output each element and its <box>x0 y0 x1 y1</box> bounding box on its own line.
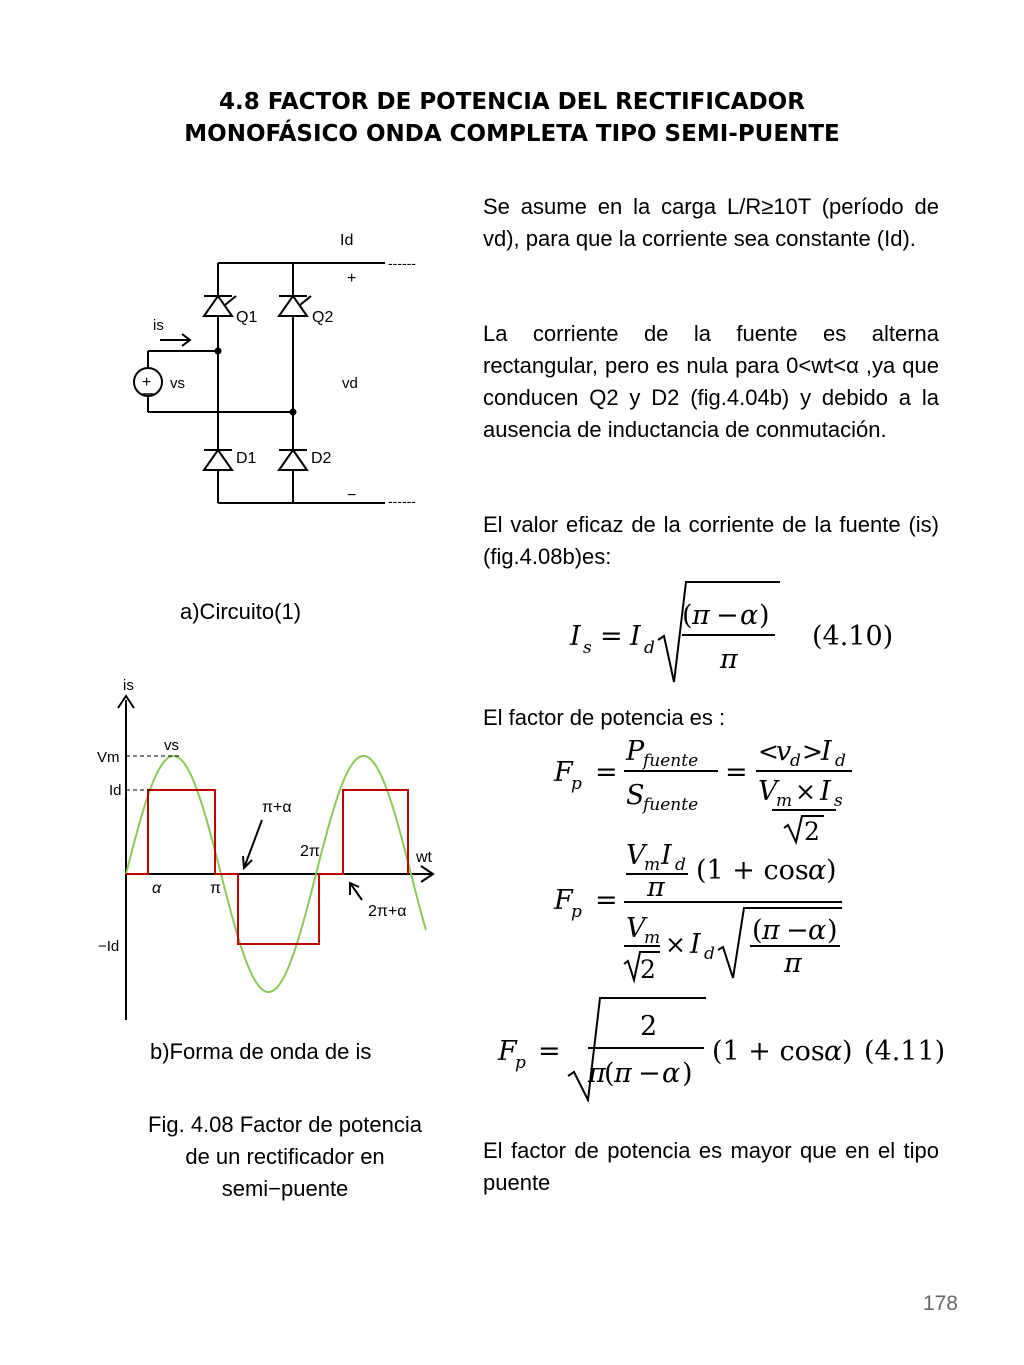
d1-diode-symbol <box>204 450 232 470</box>
equation-4-10 <box>560 578 900 688</box>
title-line-1: 4.8 FACTOR DE POTENCIA DEL RECTIFICADOR <box>219 89 805 115</box>
svg-text:F: F <box>554 757 573 788</box>
svg-text:p: p <box>571 902 582 922</box>
wave-label-pi-alpha: π+α <box>262 799 292 816</box>
svg-text:=: = <box>600 621 623 652</box>
circuit-diagram <box>120 222 440 522</box>
wave-label-two-pi: 2π <box>300 843 320 860</box>
svg-text:p: p <box>571 774 582 794</box>
svg-text:(: ( <box>682 600 693 631</box>
svg-text:m: m <box>776 791 793 811</box>
svg-text:π: π <box>762 915 780 946</box>
figure-caption <box>100 1109 470 1205</box>
svg-text:s: s <box>834 791 843 811</box>
svg-text:fuente: fuente <box>643 795 699 815</box>
svg-text:m: m <box>644 855 661 875</box>
wave-label-pi: π <box>210 880 222 897</box>
equation-power-factor-expanded <box>540 836 860 986</box>
equation-4-11 <box>490 990 950 1102</box>
svg-text:π: π <box>614 1058 632 1089</box>
svg-text:I: I <box>661 840 672 871</box>
svg-text:2: 2 <box>640 1011 658 1042</box>
svg-text:×: × <box>665 930 686 959</box>
svg-text:I: I <box>820 776 831 807</box>
wave-label-wt: wt <box>416 849 432 866</box>
svg-text:π: π <box>647 872 665 903</box>
figure-caption-line-2: de un rectificador en <box>185 1144 385 1169</box>
paragraph-conclusion: El factor de potencia es mayor que en el tipo puente <box>483 1138 939 1195</box>
svg-text:(: ( <box>752 915 763 946</box>
circuit-label-d1: D1 <box>236 450 257 467</box>
svg-text:2: 2 <box>804 817 820 846</box>
svg-text:−: − <box>638 1058 661 1089</box>
circuit-label-q2: Q2 <box>312 309 334 326</box>
circuit-label-vs: vs <box>170 375 185 392</box>
figure-caption-line-3: semi−puente <box>221 1176 349 1201</box>
svg-text:V: V <box>626 840 646 871</box>
svg-text:V: V <box>758 776 778 807</box>
svg-text:=: = <box>538 1036 561 1067</box>
circuit-label-minus: − <box>347 487 357 504</box>
svg-text:α: α <box>662 1058 681 1089</box>
paragraph-rms-intro: El valor eficaz de la corriente de la fuente (is) (fig.4.08b)es: <box>483 512 939 569</box>
figure-caption-line-1: Fig. 4.08 Factor de potencia <box>148 1112 422 1137</box>
svg-text:S: S <box>626 780 645 811</box>
wave-label-is-axis: is <box>123 677 134 694</box>
svg-text:fuente: fuente <box>643 751 699 771</box>
svg-text:=: = <box>725 757 748 788</box>
svg-text:(1 + cos: (1 + cos <box>696 855 809 886</box>
section-title <box>0 86 1024 150</box>
svg-text:×: × <box>795 777 816 806</box>
wave-label-vm: Vm <box>97 749 120 766</box>
equation-power-factor-definition <box>540 728 870 848</box>
svg-text:2: 2 <box>640 955 656 984</box>
equation-4-10-number: (4.10) <box>812 621 894 652</box>
q1-thyristor-symbol <box>204 296 236 316</box>
svg-text:α: α <box>824 1036 843 1067</box>
svg-text:): ) <box>826 855 837 886</box>
svg-text:<: < <box>758 737 779 766</box>
circuit-caption: a)Circuito(1) <box>180 599 302 624</box>
svg-text:π: π <box>692 600 710 631</box>
svg-text:d: d <box>790 751 801 771</box>
wave-label-two-pi-alpha: 2π+α <box>368 903 407 920</box>
svg-text:α: α <box>740 600 759 631</box>
paragraph-power-factor-intro: El factor de potencia es : <box>483 705 726 730</box>
circuit-label-vd: vd <box>342 375 358 392</box>
svg-text:I: I <box>821 736 832 767</box>
svg-text:(: ( <box>604 1058 615 1089</box>
circuit-label-is: is <box>153 317 164 334</box>
svg-text:s: s <box>583 638 592 658</box>
waveform-caption: b)Forma de onda de is <box>150 1039 372 1064</box>
svg-text:I: I <box>630 621 641 652</box>
svg-text:π: π <box>784 948 802 979</box>
circuit-label-q1: Q1 <box>236 309 258 326</box>
wave-label-alpha: α <box>152 880 162 897</box>
svg-text:I: I <box>690 929 701 960</box>
circuit-label-id: Id <box>340 232 354 249</box>
svg-text:−: − <box>786 915 809 946</box>
svg-text:F: F <box>498 1036 517 1067</box>
svg-text:p: p <box>515 1053 526 1073</box>
svg-text:=: = <box>595 757 618 788</box>
title-line-2: MONOFÁSICO ONDA COMPLETA TIPO SEMI-PUENTE <box>184 121 840 147</box>
svg-text:=: = <box>595 885 618 916</box>
q2-thyristor-symbol <box>279 296 311 316</box>
wave-label-neg-id: −Id <box>98 938 120 955</box>
paragraph-assumption: Se asume en la carga L/R≥10T (período de vd), para que la corriente sea constante (Id). <box>483 194 939 251</box>
svg-text:−: − <box>716 600 739 631</box>
svg-text:α: α <box>808 855 827 886</box>
svg-text:): ) <box>827 915 838 946</box>
svg-text:m: m <box>644 928 661 948</box>
svg-text:π: π <box>720 644 738 675</box>
svg-text:v: v <box>776 736 792 767</box>
svg-text:): ) <box>682 1058 693 1089</box>
source-plus-sign: + <box>142 374 152 391</box>
svg-text:d: d <box>835 751 846 771</box>
svg-text:d: d <box>675 855 686 875</box>
circuit-dashes-bottom: ------ <box>388 493 416 509</box>
waveform-plot <box>90 670 450 1030</box>
svg-text:d: d <box>704 944 715 964</box>
paragraph-current-description: La corriente de la fuente es alterna rectangular, pero es nula para 0<wt<α ,ya que conducen Q2 y D2 (fig.4.04b) y debido a la ausencia de inductancia de conmutación. <box>483 321 939 442</box>
svg-text:>: > <box>802 737 823 766</box>
wave-label-vs: vs <box>164 737 179 754</box>
svg-text:V: V <box>626 913 646 944</box>
svg-text:π: π <box>588 1058 606 1089</box>
svg-text:): ) <box>842 1036 853 1067</box>
svg-text:d: d <box>644 638 655 658</box>
svg-text:(1 + cos: (1 + cos <box>712 1036 825 1067</box>
circuit-label-plus: + <box>347 270 357 287</box>
svg-text:I: I <box>570 621 581 652</box>
svg-text:P: P <box>626 736 645 767</box>
svg-text:α: α <box>808 915 827 946</box>
page-number: 178 <box>922 1292 958 1315</box>
circuit-label-d2: D2 <box>311 450 332 467</box>
equation-4-11-number: (4.11) <box>864 1036 946 1067</box>
circuit-dashes-top: ------ <box>388 255 416 271</box>
svg-text:): ) <box>759 600 770 631</box>
svg-text:F: F <box>554 885 573 916</box>
d2-diode-symbol <box>279 450 307 470</box>
wave-label-id: Id <box>109 782 122 799</box>
